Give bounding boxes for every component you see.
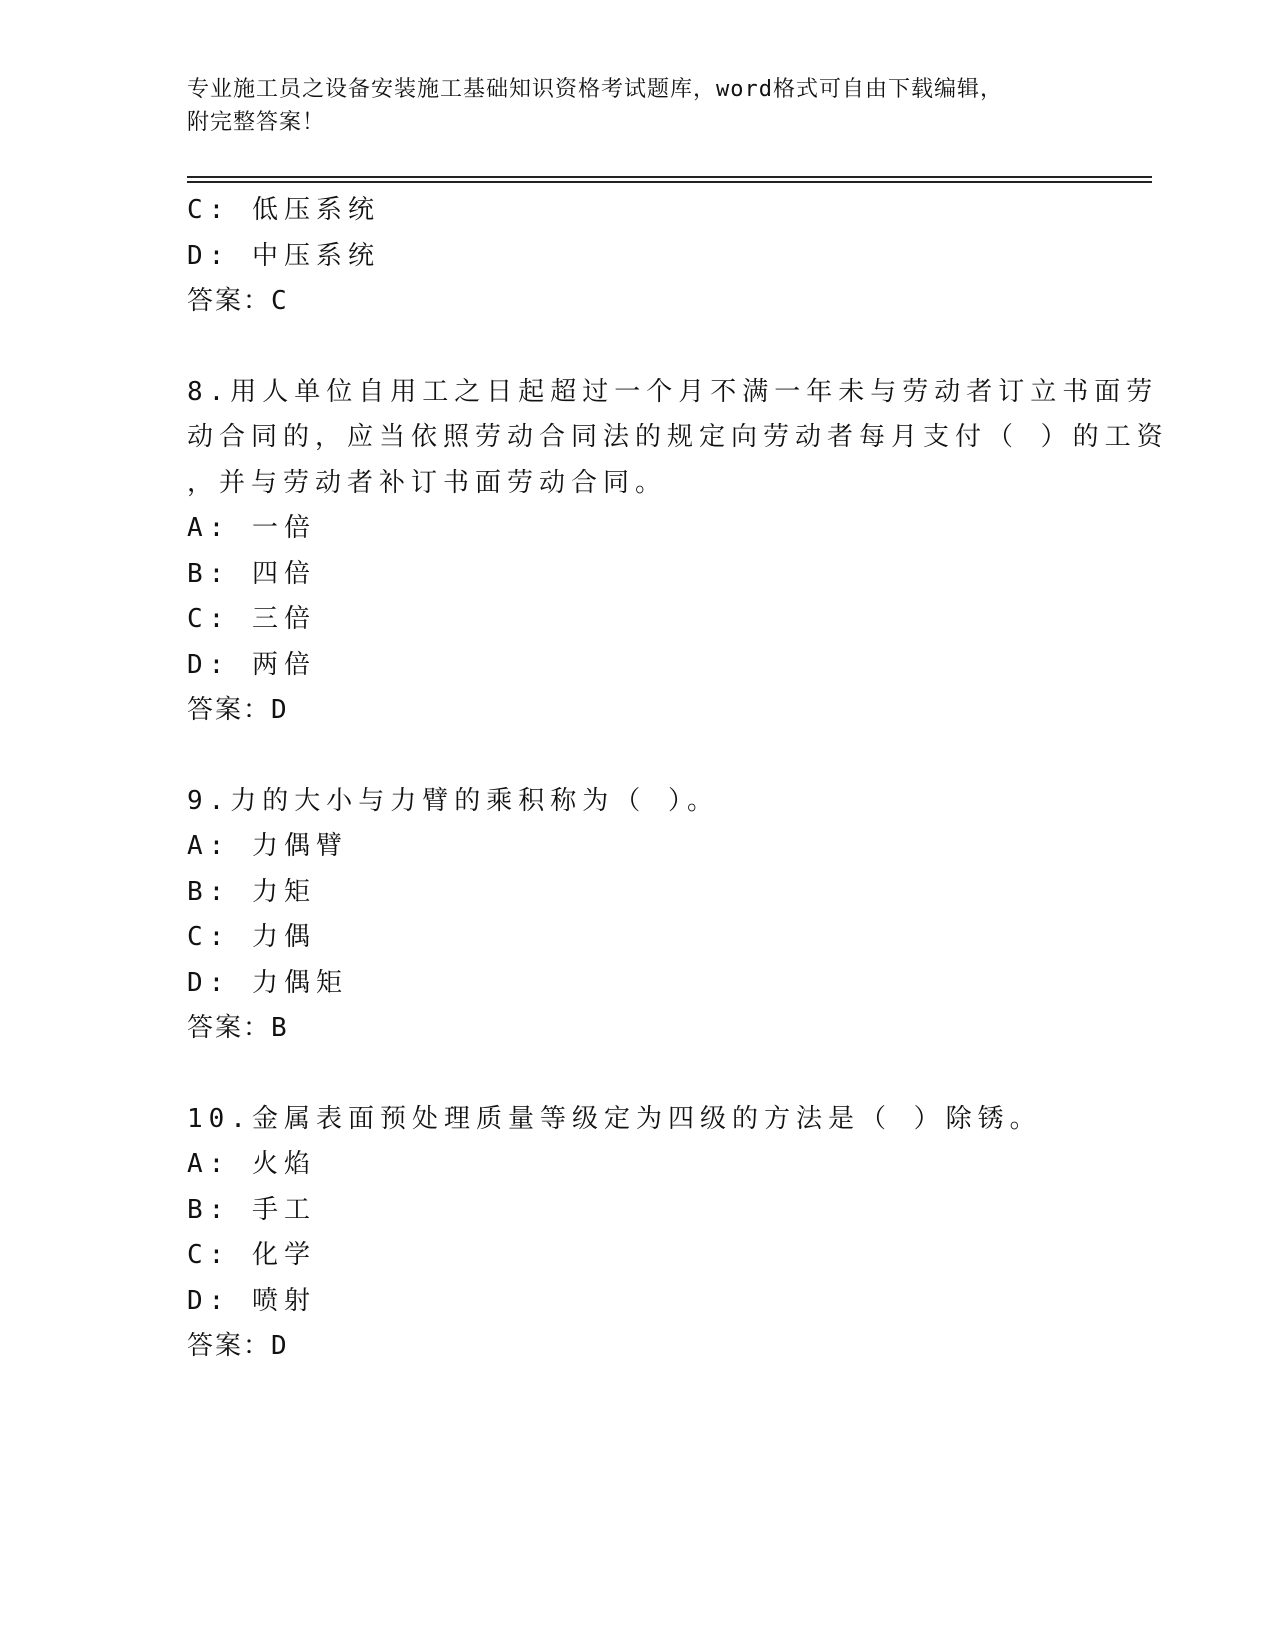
option-c: C: 化学 bbox=[187, 1240, 316, 1270]
spacer bbox=[187, 325, 1087, 370]
option-d: D: 力偶矩 bbox=[187, 967, 348, 998]
question-text: 8.用人单位自用工之日起超过一个月不满一年未与劳动者订立书面劳 bbox=[187, 376, 1159, 407]
option-d: D: 两倍 bbox=[187, 649, 316, 680]
question-10 bbox=[187, 1097, 1087, 1370]
answer: 答案：D bbox=[187, 695, 289, 725]
question-9 bbox=[187, 779, 1087, 1052]
question-text: 9.力的大小与力臂的乘积称为（ ）。 bbox=[187, 785, 719, 816]
question-text: 10.金属表面预处理质量等级定为四级的方法是（ ）除锈。 bbox=[187, 1103, 1042, 1134]
option-d: D: 中压系统 bbox=[187, 240, 380, 271]
question-text: ，并与劳动者补订书面劳动合同。 bbox=[187, 467, 668, 498]
option-a: A: 力偶臂 bbox=[187, 831, 348, 861]
option-c: C: 低压系统 bbox=[187, 195, 380, 225]
header-divider-bottom bbox=[187, 181, 1152, 183]
option-a: A: 火焰 bbox=[187, 1149, 316, 1179]
option-a: A: 一倍 bbox=[187, 513, 316, 543]
option-d: D: 喷射 bbox=[187, 1285, 316, 1316]
page-header bbox=[187, 73, 1087, 139]
spacer bbox=[187, 1052, 1087, 1097]
question-text: 动合同的，应当依照劳动合同法的规定向劳动者每月支付（ ）的工资 bbox=[187, 422, 1169, 452]
option-c: C: 三倍 bbox=[187, 604, 316, 634]
answer: 答案：D bbox=[187, 1331, 289, 1361]
option-b: B: 四倍 bbox=[187, 558, 316, 589]
answer: 答案：B bbox=[187, 1013, 289, 1043]
option-b: B: 手工 bbox=[187, 1194, 316, 1225]
question-fragment bbox=[187, 188, 1087, 325]
answer: 答案：C bbox=[187, 286, 289, 316]
header-line-1: 专业施工员之设备安装施工基础知识资格考试题库，word格式可自由下载编辑， bbox=[187, 77, 1003, 102]
spacer bbox=[187, 734, 1087, 779]
option-b: B: 力矩 bbox=[187, 876, 316, 907]
question-8 bbox=[187, 370, 1169, 734]
header-divider-top bbox=[187, 176, 1152, 178]
question-list bbox=[187, 188, 1169, 1370]
option-c: C: 力偶 bbox=[187, 922, 316, 952]
header-line-2: 附完整答案！ bbox=[187, 110, 326, 135]
